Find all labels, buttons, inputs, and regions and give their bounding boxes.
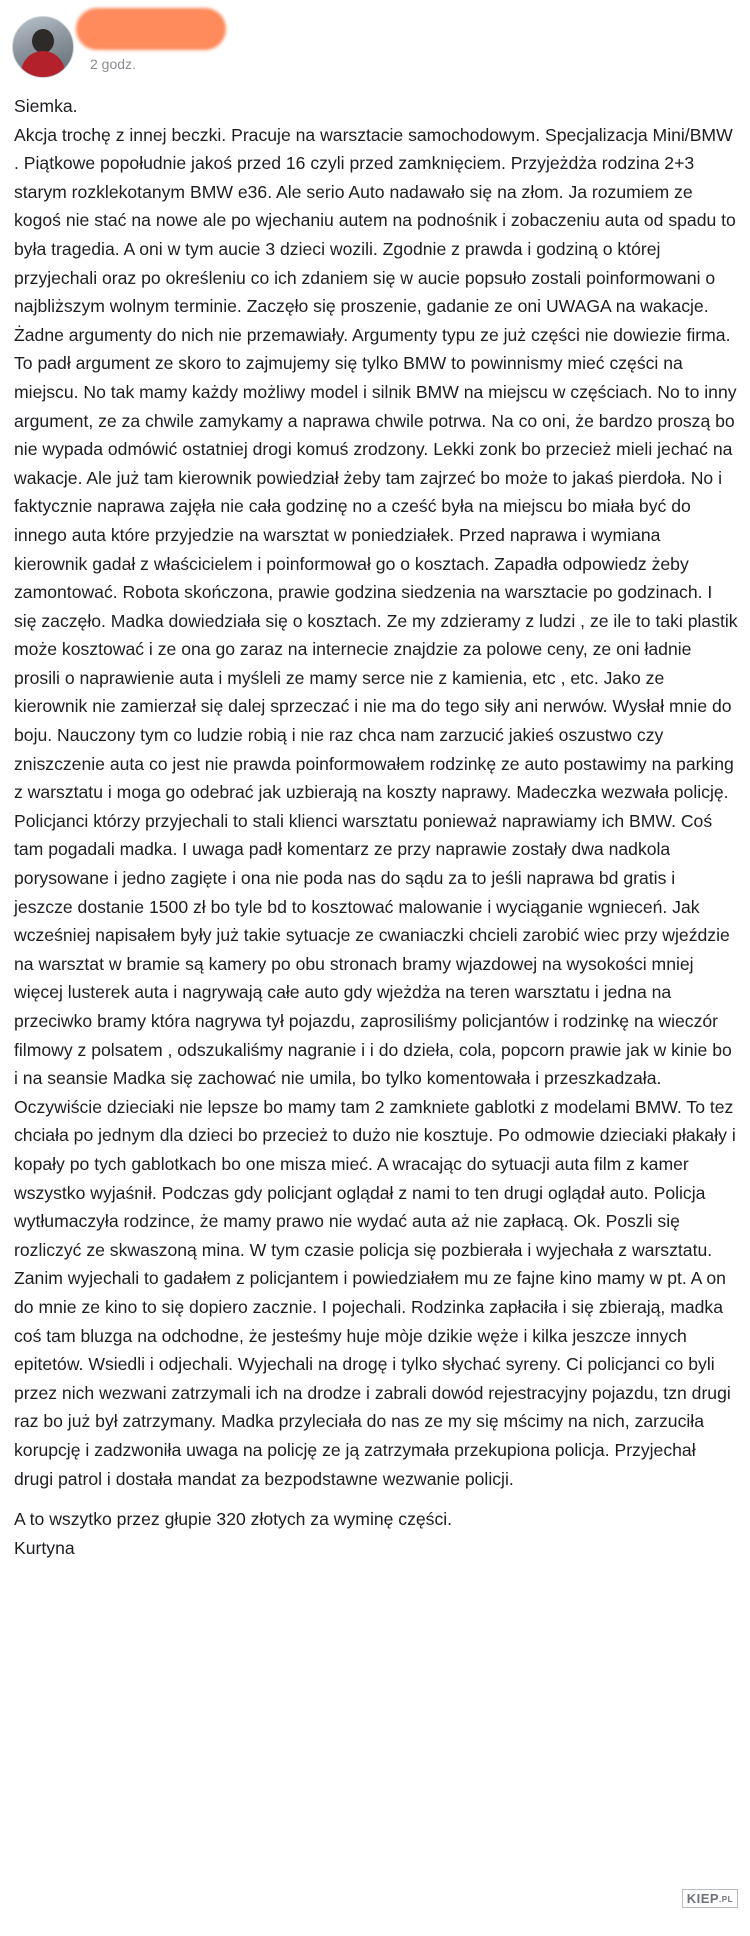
watermark-main: KIEP [686,1891,720,1906]
avatar-head [32,29,54,53]
post-content [14,92,738,1562]
post-timestamp[interactable]: 2 godz. [90,56,136,72]
post-header [8,6,708,82]
paragraph-gap [14,1493,738,1505]
post-signature: Kurtyna [14,1537,75,1558]
redacted-author-name [76,8,226,50]
post-closing: A to wszytko przez głupie 320 złotych za wyminę części. [14,1509,453,1530]
avatar[interactable] [12,16,74,78]
kiep-watermark-logo [682,1889,738,1908]
watermark-suffix: .PL [719,1895,733,1905]
avatar-body [21,51,65,78]
post-greeting: Siemka. [14,96,78,116]
post-body-text: Akcja trochę z innej beczki. Pracuje na warsztacie samochodowym. Specjalizacja Mini/BMW . Piątkowe popołudnie jakoś przed 16 czyli przed zamknięciem. Przyjeżdża rodzina 2+3 starym rozklekotanym BMW e36. Ale serio Auto nadawało się na złom. Ja rozumiem ze kogoś nie stać na nowe ale po wjechaniu autem na podnośnik i zobaczeniu auta od spadu to była tragedia. A oni w tym aucie 3 dzieci wozili. Zgodnie z prawda i godziną o której przyjechali oraz po określeniu co ich zdaniem się w aucie popsuło zostali poinformowani o najbliższym wolnym terminie. Zaczęło się proszenie, gadanie ze oni UWAGA na wakacje. Żadne argumenty do nich nie przemawiały. Argumenty typu ze już części nie dowiezie firma. To padł argument ze skoro to zajmujemy się tylko BMW to powinnismy mieć części na miejscu. No tak mamy każdy możliwy model i silnik BMW na miejscu w częściach. No to inny argument, ze za chwile zamykamy a naprawa chwile potrwa. Na co oni, że bardzo proszą bo nie wypada odmówić ostatniej drogi komuś zrodzony. Lekki zonk bo przecież mieli jechać na wakacje. Ale już tam kierownik powiedział żeby tam zajrzeć bo może to jakaś pierdoła. No i faktycznie naprawa zajęła nie cała godzinę no a cześć była na miejscu bo miała być do innego auta które przyjedzie na warsztat w poniedziałek. Przed naprawa i wymiana kierownik gadał z właścicielem i poinformował go o kosztach. Zapadła odpowiedz żeby zamontować. Robota skończona, prawie godzina siedzenia na warsztacie po godzinach. I się zaczęło. Madka dowiedziała się o kosztach. Ze my zdzieramy z ludzi , ze ile to taki plastik może kosztować i ze ona go zaraz na internecie znajdzie za polowe ceny, ze oni ładnie prosili o naprawienie auta i myśleli ze mamy serce nie z kamienia, etc , etc. Jako ze kierownik nie zamierzał się dalej sprzeczać i nie ma do tego siły ani nerwów. Wysłał mnie do boju. Nauczony tym co ludzie robią i nie raz chca nam zarzucić jakieś oszustwo czy zniszczenie auta co jest nie prawda poinformowałem rodzinkę ze auto postawimy na parking z warsztatu i moga go odebrać jak uzbierają na koszty naprawy. Madeczka wezwała policję. Policjanci którzy przyjechali to stali klienci warsztatu ponieważ naprawiamy ich BMW. Coś tam pogadali madka. I uwaga padł komentarz ze przy naprawie zostały dwa nadkola porysowane i jedno zagięte i ona nie poda nas do sądu za to jeśli naprawa bd gratis i jeszcze dostanie 1500 zł bo tyle bd to kosztować malowanie i wyciąganie wgnieceń. Jak wcześniej napisałem były już takie sytuacje ze cwaniaczki chcieli zarobić wiec przy wjeździe na warsztat w bramie są kamery po obu stronach bramy wjazdowej na wysokości mniej więcej lusterek auta i nagrywają całe auto gdy wjeżdża na teren warsztatu i jedna na przeciwko bramy która nagrywa tył pojazdu, zaprosiliśmy policjantów i rodzinkę na wieczór filmowy z polsatem , odszukaliśmy nagranie i i do dzieła, cola, popcorn prawie jak w kinie bo i na seansie Madka się zachować nie umila, bo tylko komentowała i przeszkadzała. Oczywiście dzieciaki nie lepsze bo mamy tam 2 zamkniete gablotki z modelami BMW. To tez chciała po jednym dla dzieci bo przecież to dużo nie kosztuje. Po odmowie dzieciaki płakały i kopały po tych gablotkach bo one misza mieć. A wracając do sytuacji auta film z kamer wszystko wyjaśnił. Podczas gdy policjant oglądał z nami to ten drugi oglądał auto. Policja wytłumaczyła rodzince, że mamy prawo nie wydać auta aż nie zapłacą. Ok. Poszli się rozliczyć ze skwaszoną mina. W tym czasie policja się pozbierała i wyjechała z warsztatu. Zanim wyjechali to gadałem z policjantem i powiedziałem mu ze fajne kino mamy w pt. A on do mnie ze kino to się dopiero zacznie. I pojechali. Rodzinka zapłaciła i się zbierają, madka coś tam bluzga na odchodne, że jesteśmy huje mòje dzikie węże i kilka jeszcze innych epitetów. Wsiedli i odjechali. Wyjechali na drogę i tylko słychać syreny. Ci policjanci co byli przez nich wezwani zatrzymali ich na drodze i zabrali dowód rejestracyjny pojazdu, tzn drugi raz bo już był zatrzymany. Madka przyleciała do nas ze my się mścimy na nich, zarzuciła korupcję i zadzwoniła uwaga na policję ze ją zatrzymała przekupiona policja. Przyjechał drugi patrol i dostała mandat za bezpodstawne wezwanie policji. [14,124,738,1489]
